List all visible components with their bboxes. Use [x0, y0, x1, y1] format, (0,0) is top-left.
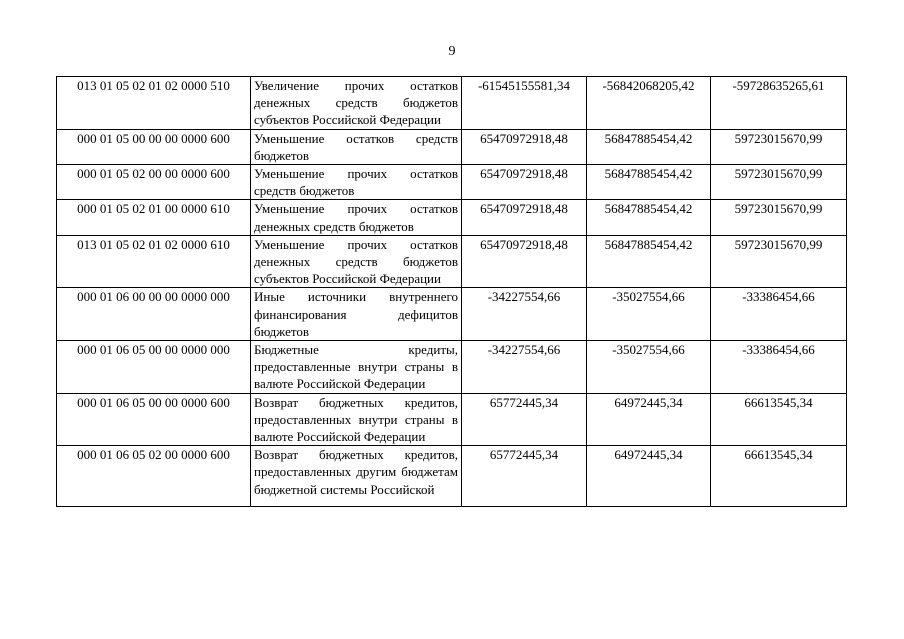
table-row [57, 200, 847, 235]
budget-sources-table [56, 76, 847, 507]
page-number: 9 [448, 44, 456, 59]
amount-year2-cell: 56847885454,42 [587, 235, 711, 288]
table-row [57, 288, 847, 341]
amount-year3-cell: 59723015670,99 [711, 235, 847, 288]
amount-year1-cell: 65470972918,48 [462, 129, 587, 164]
budget-code-cell: 000 01 06 05 02 00 0000 600 [57, 446, 251, 507]
amount-year2-cell: -35027554,66 [587, 288, 711, 341]
table-row [57, 129, 847, 164]
description-cell: Уменьшение прочих остатков денежных средств бюджетов [251, 200, 462, 235]
amount-year1-cell: 65470972918,48 [462, 200, 587, 235]
table-row [57, 446, 847, 507]
budget-code-cell: 000 01 06 05 00 00 0000 600 [57, 393, 251, 446]
description-cell: Уменьшение прочих остатков средств бюджетов [251, 165, 462, 200]
description-cell: Бюджетные кредиты, предоставленные внутри страны в валюте Российской Федерации [251, 341, 462, 394]
table-row [57, 235, 847, 288]
amount-year3-cell: -33386454,66 [711, 288, 847, 341]
table-row [57, 341, 847, 394]
amount-year3-cell: 66613545,34 [711, 393, 847, 446]
budget-code-cell: 013 01 05 02 01 02 0000 510 [57, 77, 251, 130]
amount-year1-cell: -61545155581,34 [462, 77, 587, 130]
amount-year2-cell: -56842068205,42 [587, 77, 711, 130]
amount-year2-cell: 56847885454,42 [587, 200, 711, 235]
amount-year1-cell: 65470972918,48 [462, 235, 587, 288]
description-cell: Возврат бюджетных кредитов, предоставленных другим бюджетам бюджетной системы Российской [251, 446, 462, 507]
amount-year1-cell: 65772445,34 [462, 446, 587, 507]
amount-year2-cell: 56847885454,42 [587, 165, 711, 200]
description-cell: Уменьшение прочих остатков денежных средств бюджетов субъектов Российской Федерации [251, 235, 462, 288]
budget-code-cell: 000 01 06 05 00 00 0000 000 [57, 341, 251, 394]
amount-year1-cell: 65772445,34 [462, 393, 587, 446]
table-row [57, 165, 847, 200]
amount-year2-cell: 64972445,34 [587, 446, 711, 507]
amount-year3-cell: 59723015670,99 [711, 129, 847, 164]
amount-year3-cell: 59723015670,99 [711, 200, 847, 235]
table-row [57, 77, 847, 130]
description-cell: Уменьшение остатков средств бюджетов [251, 129, 462, 164]
description-cell: Иные источники внутреннего финансирования дефицитов бюджетов [251, 288, 462, 341]
description-cell: Увеличение прочих остатков денежных средств бюджетов субъектов Российской Федерации [251, 77, 462, 130]
budget-code-cell: 000 01 05 00 00 00 0000 600 [57, 129, 251, 164]
amount-year3-cell: -59728635265,61 [711, 77, 847, 130]
amount-year2-cell: 64972445,34 [587, 393, 711, 446]
amount-year3-cell: 66613545,34 [711, 446, 847, 507]
amount-year1-cell: -34227554,66 [462, 341, 587, 394]
description-cell: Возврат бюджетных кредитов, предоставленных внутри страны в валюте Российской Федерации [251, 393, 462, 446]
amount-year1-cell: 65470972918,48 [462, 165, 587, 200]
amount-year2-cell: -35027554,66 [587, 341, 711, 394]
table-row [57, 393, 847, 446]
budget-code-cell: 013 01 05 02 01 02 0000 610 [57, 235, 251, 288]
amount-year3-cell: -33386454,66 [711, 341, 847, 394]
amount-year3-cell: 59723015670,99 [711, 165, 847, 200]
budget-code-cell: 000 01 05 02 00 00 0000 600 [57, 165, 251, 200]
amount-year1-cell: -34227554,66 [462, 288, 587, 341]
amount-year2-cell: 56847885454,42 [587, 129, 711, 164]
budget-code-cell: 000 01 05 02 01 00 0000 610 [57, 200, 251, 235]
budget-code-cell: 000 01 06 00 00 00 0000 000 [57, 288, 251, 341]
